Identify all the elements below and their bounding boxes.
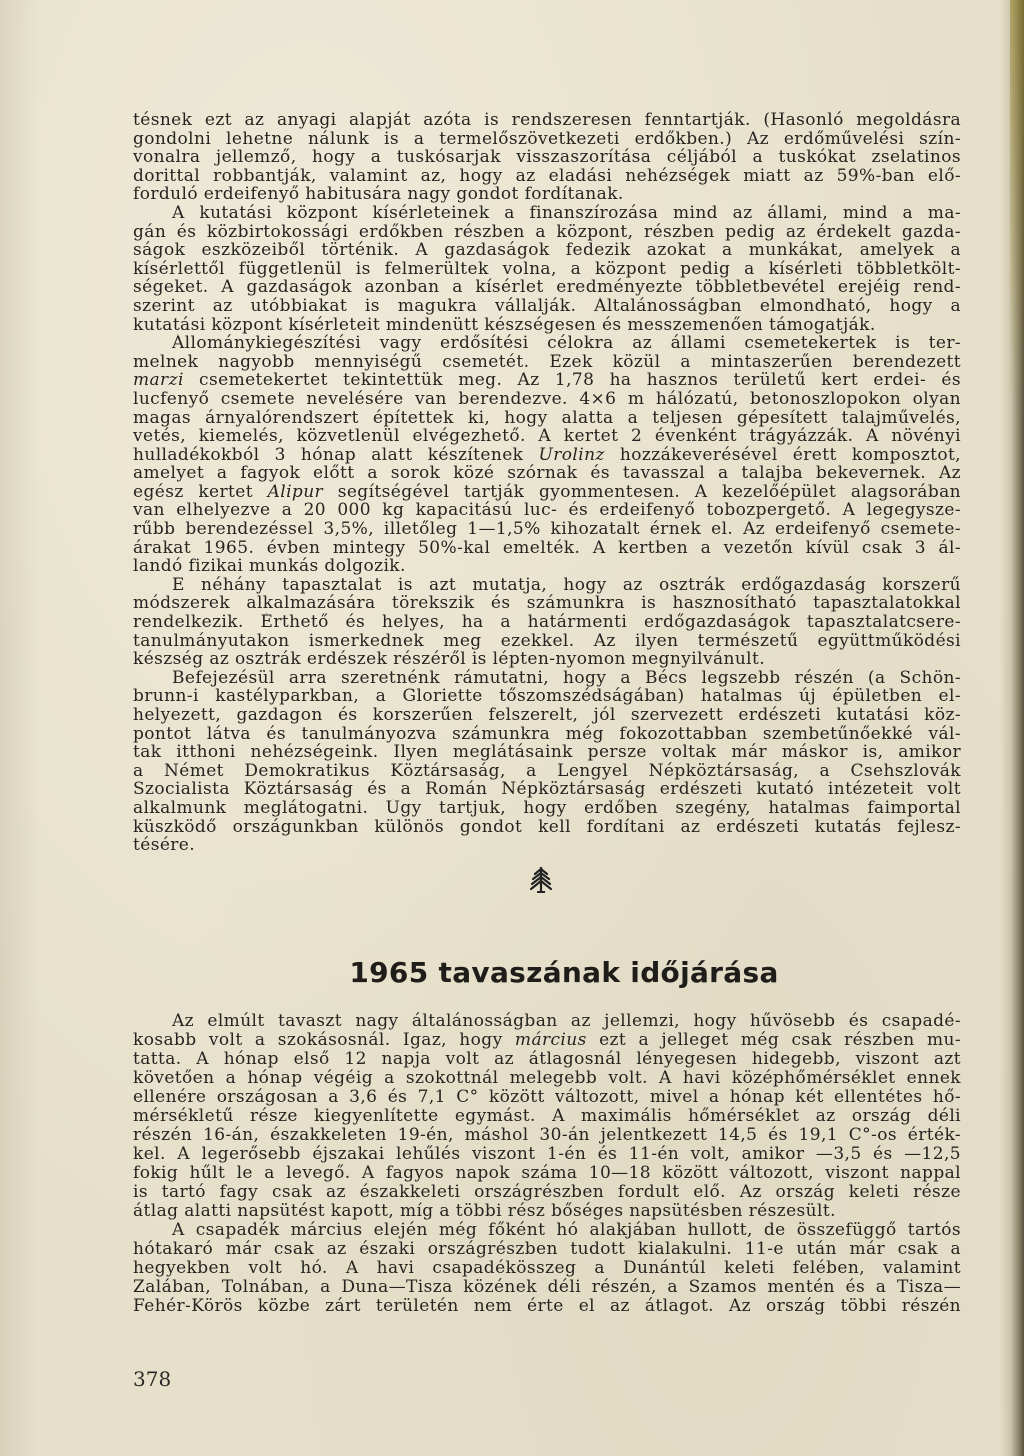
text-line: Fehér-Körös közbe zárt területén nem érte el az átlagot. Az ország többi részén — [133, 1297, 961, 1316]
emphasized-term: marzi — [133, 371, 184, 390]
text-line: fokig hűlt le a levegő. A fagyos napok száma 10—18 között változott, viszont nappal — [133, 1164, 961, 1183]
text-line: van elhelyezve a 20 000 kg kapacitású luc- és erdeifenyő tobozpergető. A legegysze- — [133, 501, 961, 521]
emphasized-term: Alipur — [267, 482, 324, 502]
weather-article-body — [133, 1012, 961, 1316]
text-line: dorittal robbantják, valamint az, hogy az eladási nehézségek miatt az 59%-ban elő- — [133, 166, 961, 186]
continued-article-body — [133, 111, 961, 855]
text-line: forduló erdeifenyő habitusára nagy gondot fordítanak. — [133, 185, 624, 204]
text-run: csemetekertet tekintettük meg. Az 1,78 ha hasznos területű kert erdei- és — [183, 371, 961, 390]
text-line: A kutatási központ kísérleteinek a finanszírozása mind az állami, mind a ma- — [172, 203, 961, 223]
paragraph — [133, 1012, 961, 1221]
text-line: Szocialista Köztársaság és a Román Népköztársaság erdészeti kutató intézeteit volt — [133, 780, 961, 799]
text-line: mérsékletű része kiegyenlítette egymást. A maximális hőmérséklet az ország déli — [133, 1107, 961, 1126]
text-line: is tartó fagy csak az északkeleti országrészben fordult elő. Az ország keleti része — [133, 1183, 961, 1202]
text-line: tésére. — [133, 836, 196, 855]
text-line: ségeket. A gazdaságok azonban a kísérlet eredményezte többletbevétel erejéig rend- — [133, 278, 961, 297]
text-line: tak itthoni nehézségeink. Ilyen meglátásaink persze voltak már máskor is, amikor — [133, 743, 961, 762]
text-run: ezt a jelleget még csak részben mu- — [586, 1031, 961, 1050]
text-line — [133, 483, 961, 502]
text-line — [133, 1031, 961, 1050]
text-line: részén 16-án, északkeleten 19-én, máshol 30-án jelentkezett 14,5 és 19,1 C°-os érték- — [133, 1126, 961, 1145]
paragraph — [133, 669, 961, 855]
page-edge-shadow-left — [0, 0, 40, 1456]
text-line: követően a hónap végéig a szokottnál melegebb volt. A havi középhőmérséklet ennek — [133, 1069, 961, 1088]
text-line: hegyekben volt hó. A havi csapadékösszeg a Dunántúl keleti felében, valamint — [133, 1259, 961, 1278]
text-run: kosabb volt a szokásosnál. Igaz, hogy — [133, 1031, 515, 1050]
page-edge-shadow-right — [1000, 0, 1024, 1456]
text-line: ellenére országosan a 3,6 és 7,1 C° között változott, mivel a hónap két ellentétes hő- — [133, 1088, 961, 1107]
text-line: módszerek alkalmazására törekszik és számunkra is hasznosítható tapasztalatokkal — [133, 594, 961, 614]
paragraph — [133, 111, 961, 204]
page-edge-stain — [1010, 0, 1024, 420]
paragraph — [133, 576, 961, 669]
text-line: Befejezésül arra szeretnénk rámutatni, hogy a Bécs legszebb részén (a Schön- — [172, 668, 961, 688]
text-line: A csapadék március elején még főként hó alakjában hullott, de összefüggő tartós — [172, 1221, 961, 1240]
text-line: készség az osztrák erdészek részéről is lépten-nyomon megnyilvánult. — [133, 650, 766, 669]
paragraph — [133, 204, 961, 334]
text-line: alkalmunk meglátogatni. Úgy tartjuk, hogy erdőben szegény, hatalmas faimportal — [133, 798, 961, 818]
text-line: tanulmányutakon ismerkednek meg ezekkel. Az ilyen természetű együttműködési — [133, 631, 961, 651]
text-line: magas árnyalórendszert építettek ki, hogy alatta a teljesen gépesített talajművelés, — [133, 408, 961, 428]
text-line: küszködő országunkban különös gondot kell fordítani az erdészeti kutatás fejlesz- — [133, 817, 961, 837]
text-line: E néhány tapasztalat is azt mutatja, hogy az osztrák erdőgazdaság korszerű — [172, 575, 961, 595]
text-line: melnek nagyobb mennyiségű csemetét. Ezek közül a mintaszerűen berendezett — [133, 352, 961, 372]
emphasized-term: Urolinz — [538, 445, 605, 465]
text-line: vetés, kiemelés, közvetlenül elvégezhető. A kertet 2 évenként trágyázzák. A növényi — [133, 427, 961, 446]
paragraph — [133, 334, 961, 576]
text-line: helyezett, gazdagon és korszerűen felszerelt, jól szervezett erdészeti kutatási köz- — [133, 706, 961, 725]
text-line: Az elmúlt tavaszt nagy általánosságban az jellemzi, hogy hűvösebb és csapadé- — [172, 1012, 961, 1031]
text-line: a Német Demokratikus Köztársaság, a Lengyel Népköztársaság, a Csehszlovák — [133, 761, 961, 781]
text-run: egész kertet — [133, 482, 268, 502]
text-line: lucfenyő csemete nevelésére van berendezve. 4×6 m hálózatú, betonoszlopokon olyan — [133, 389, 961, 409]
emphasized-term: március — [514, 1031, 587, 1050]
text-line: árakat 1965. évben mintegy 50%-kal emelték. A kertben a vezetőn kívül csak 3 ál- — [133, 538, 961, 558]
text-line: pontot látva és tanulmányozva számunkra még fokozottabban szembetűnőekké vál- — [133, 724, 961, 744]
text-line: hótakaró már csak az északi országrészben tudott kialakulni. 11-e után már csak a — [133, 1240, 961, 1259]
text-line: kísérlettől függetlenül is felmerültek volna, a központ pedig a kísérleti többletkölt- — [133, 259, 961, 279]
text-line — [133, 371, 961, 390]
article-title: 1965 tavaszának időjárása — [349, 956, 779, 989]
text-line: szerint az utóbbiakat is magukra vállalják. Általánosságban elmondható, hogy a — [133, 296, 961, 316]
text-line: amelyet a fagyok előtt a sorok közé szórnak és tavasszal a talajba bekevernek. Az — [133, 464, 961, 483]
text-line: gondolni lehetne nálunk is a termelőszövetkezeti erdőkben.) Az erdőművelési szín- — [133, 129, 961, 149]
paragraph — [133, 1221, 961, 1316]
text-line: tatta. A hónap első 12 napja volt az átlagosnál lényegesen hidegebb, viszont azt — [133, 1050, 961, 1069]
fir-tree-ornament-icon — [528, 866, 554, 894]
text-line: rűbb berendezéssel 3,5%, illetőleg 1—1,5% kihozatalt érnek el. Az erdeifenyő csemete- — [133, 520, 961, 539]
text-line: gán és közbirtokossági erdőkben részben a központ, részben pedig az érdekelt gazda- — [133, 222, 961, 242]
text-line: brunn-i kastélyparkban, a Gloriette tőszomszédságában) hatalmas új épületben el- — [133, 687, 961, 706]
page-number: 378 — [133, 1367, 172, 1391]
text-line: Zalában, Tolnában, a Duna—Tisza közének déli részén, a Szamos mentén és a Tisza— — [133, 1278, 961, 1297]
text-run: segítségével tartják gyommentesen. A kezelőépület alagsorában — [323, 482, 961, 502]
text-line: tésnek ezt az anyagi alapját azóta is rendszeresen fenntartják. (Hasonló megoldásra — [133, 111, 961, 130]
text-line: kutatási központ kísérleteit mindenütt készségesen és messzemenően támogatják. — [133, 315, 876, 335]
text-line: landó fizikai munkás dolgozik. — [133, 557, 406, 576]
text-run: hulladékokból 3 hónap alatt készítenek — [133, 445, 539, 465]
text-run: hozzákeverésével érett komposztot, — [604, 445, 961, 465]
text-line: rendelkezik. Érthető és helyes, ha a határmenti erdőgazdaságok tapasztalatcsere- — [133, 613, 961, 632]
text-line: átlag alatti napsütést kapott, míg a többi rész bőséges napsütésben részesült. — [133, 1202, 836, 1221]
text-line: kel. A legerősebb éjszakai lehűlés viszont 1-én és 11-én volt, amikor —3,5 és —12,5 — [133, 1145, 961, 1164]
text-line: vonalra jellemző, hogy a tuskósarjak visszaszorítása céljából a tuskókat zselatinos — [133, 148, 961, 167]
text-line: ságok eszközeiből történik. A gazdaságok fedezik azokat a munkákat, amelyek a — [133, 241, 961, 260]
text-line: Állománykiegészítési vagy erdősítési célokra az állami csemetekertek is ter- — [172, 334, 961, 353]
text-line — [133, 446, 961, 465]
